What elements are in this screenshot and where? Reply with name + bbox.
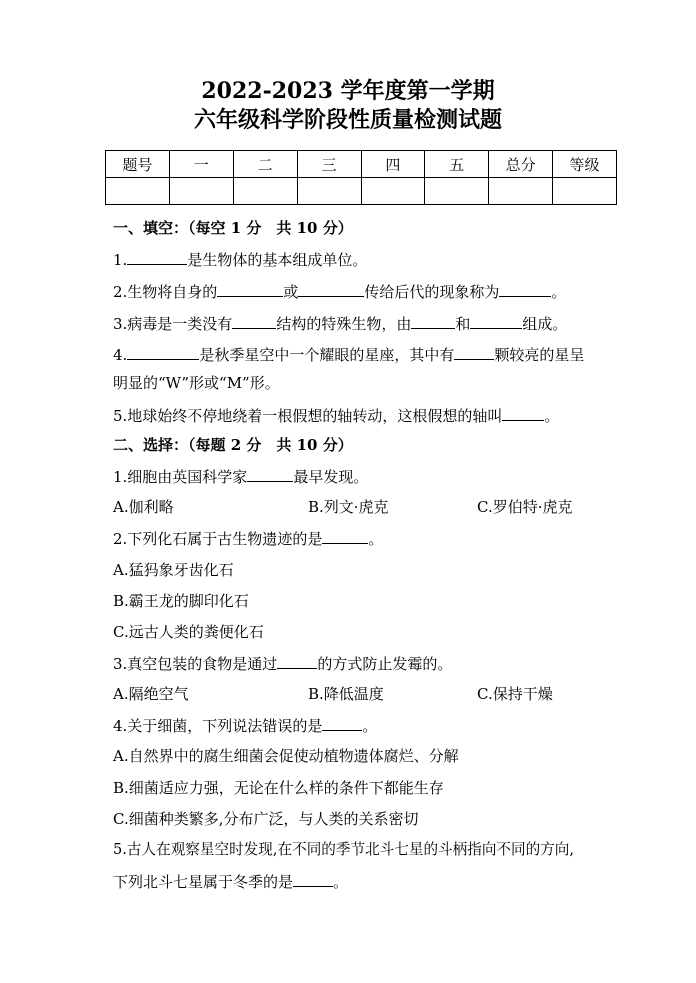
- question-text: 2.生物将自身的: [113, 283, 218, 301]
- question-text: 的方式防止发霉的。: [317, 655, 453, 673]
- score-table-header-row: [106, 151, 617, 178]
- score-header-cell: 四: [361, 151, 425, 178]
- question-text: 5.地球始终不停地绕着一根假想的轴转动，这根假想的轴叫: [113, 407, 503, 425]
- option-a[interactable]: A.猛犸象牙齿化石: [113, 561, 234, 579]
- score-table-value-row: [106, 178, 617, 205]
- choice-question-3: [113, 653, 452, 674]
- answer-blank[interactable]: [322, 528, 368, 544]
- option-c[interactable]: C.罗伯特·虎克: [477, 498, 573, 516]
- answer-blank[interactable]: [298, 281, 364, 297]
- score-header-cell: 题号: [106, 151, 170, 178]
- question-text: 2.下列化石属于古生物遗迹的是: [113, 530, 323, 548]
- answer-blank[interactable]: [127, 344, 199, 360]
- option-a[interactable]: A.自然界中的腐生细菌会促使动植物遗体腐烂、分解: [113, 747, 459, 765]
- choice-question-1: [113, 466, 368, 487]
- score-value-cell[interactable]: [233, 178, 297, 205]
- question-text: 下列北斗七星属于冬季的是: [113, 873, 294, 891]
- choice-question-5-cont: [113, 871, 348, 892]
- score-header-cell: 总分: [489, 151, 553, 178]
- option-a[interactable]: A.伽利略: [113, 498, 174, 516]
- answer-blank[interactable]: [470, 313, 522, 329]
- answer-blank[interactable]: [322, 715, 362, 731]
- fill-question-2: [113, 281, 566, 302]
- fill-question-3: [113, 313, 567, 334]
- question-text: 是秋季星空中一个耀眼的星座，其中有: [199, 346, 455, 364]
- score-value-cell[interactable]: [297, 178, 361, 205]
- question-text: 。: [551, 283, 567, 301]
- section2-heading: 二、选择：（每题 2 分 共 10 分）: [113, 436, 353, 454]
- section1-heading: 一、填空：（每空 1 分 共 10 分）: [113, 219, 353, 237]
- question-text: 是生物体的基本组成单位。: [187, 251, 368, 269]
- option-c[interactable]: C.远古人类的粪便化石: [113, 623, 264, 641]
- fill-question-4-cont: 明显的“W”形或“M”形。: [113, 374, 280, 392]
- question-text: 。: [333, 873, 349, 891]
- option-b[interactable]: B.霸王龙的脚印化石: [113, 592, 249, 610]
- question-text: 1.: [113, 251, 128, 269]
- exam-title-line2: 六年级科学阶段性质量检测试题: [193, 107, 502, 133]
- answer-blank[interactable]: [247, 466, 293, 482]
- question-text: 组成。: [522, 315, 568, 333]
- option-b[interactable]: B.列文·虎克: [308, 498, 389, 516]
- score-value-cell[interactable]: [425, 178, 489, 205]
- answer-blank[interactable]: [411, 313, 455, 329]
- fill-question-4: [113, 344, 584, 365]
- answer-blank[interactable]: [454, 344, 494, 360]
- exam-title-line1: 2022-2023 学年度第一学期: [201, 78, 495, 104]
- score-value-cell[interactable]: [361, 178, 425, 205]
- question-text: 。: [544, 407, 560, 425]
- question-text: 。: [368, 530, 384, 548]
- question-text: 4.: [113, 346, 128, 364]
- answer-blank[interactable]: [277, 653, 317, 669]
- fill-question-5: [113, 405, 559, 426]
- answer-blank[interactable]: [217, 281, 283, 297]
- question-text: 3.病毒是一类没有: [113, 315, 233, 333]
- answer-blank[interactable]: [127, 249, 187, 265]
- score-value-cell[interactable]: [106, 178, 170, 205]
- answer-blank[interactable]: [293, 871, 333, 887]
- option-c[interactable]: C.细菌种类繁多,分布广泛，与人类的关系密切: [113, 810, 419, 828]
- score-value-cell[interactable]: [489, 178, 553, 205]
- score-table: [105, 150, 617, 205]
- score-header-cell: 二: [233, 151, 297, 178]
- question-text: 颗较亮的星呈: [494, 346, 585, 364]
- score-header-cell: 三: [297, 151, 361, 178]
- score-header-cell: 一: [169, 151, 233, 178]
- answer-blank[interactable]: [502, 405, 544, 421]
- option-b[interactable]: B.细菌适应力强，无论在什么样的条件下都能生存: [113, 779, 444, 797]
- question-text: 或: [283, 283, 299, 301]
- question-text: 传给后代的现象称为: [364, 283, 500, 301]
- option-b[interactable]: B.降低温度: [308, 685, 384, 703]
- choice-question-2: [113, 528, 383, 549]
- question-text: 和: [455, 315, 471, 333]
- score-header-cell: 等级: [553, 151, 617, 178]
- question-text: 3.真空包装的食物是通过: [113, 655, 278, 673]
- choice-question-5: 5.古人在观察星空时发现,在不同的季节北斗七星的斗柄指向不同的方向,: [113, 841, 575, 858]
- option-a[interactable]: A.隔绝空气: [113, 685, 189, 703]
- score-value-cell[interactable]: [553, 178, 617, 205]
- question-text: 4.关于细菌，下列说法错误的是: [113, 717, 323, 735]
- question-text: 结构的特殊生物，由: [276, 315, 412, 333]
- question-text: 1.细胞由英国科学家: [113, 468, 248, 486]
- option-c[interactable]: C.保持干燥: [477, 685, 553, 703]
- question-text: 。: [362, 717, 378, 735]
- choice-question-4: [113, 715, 377, 736]
- answer-blank[interactable]: [232, 313, 276, 329]
- question-text: 最早发现。: [293, 468, 369, 486]
- score-value-cell[interactable]: [169, 178, 233, 205]
- answer-blank[interactable]: [499, 281, 551, 297]
- score-header-cell: 五: [425, 151, 489, 178]
- fill-question-1: [113, 249, 367, 270]
